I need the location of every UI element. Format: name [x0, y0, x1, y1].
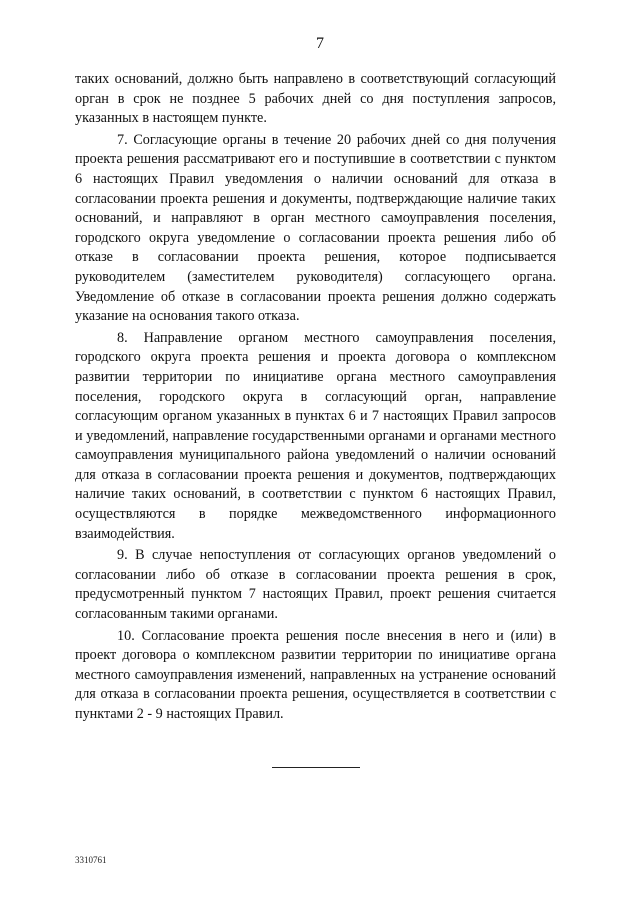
end-divider	[272, 767, 360, 768]
document-body	[75, 70, 556, 725]
paragraph-item-9: 9. В случае непоступления от согласующих органов уведомлений о согласовании либо об отказе в согласовании проекта решения в срок, предусмотренный пунктом 7 настоящих Правил, проект решения считается согласованным такими органами.	[75, 547, 556, 623]
paragraph-continuation: таких оснований, должно быть направлено в соответствующий согласующий орган в срок не позднее 5 рабочих дней со дня поступления запросов, указанных в настоящем пункте.	[75, 71, 556, 127]
paragraph-item-8: 8. Направление органом местного самоуправления поселения, городского округа проекта решения и проекта договора о комплексном развитии территории по инициативе органа местного самоуправления поселения, городского округа в согласующий орган, направление согласующим органом указанных в пунктах 6 и 7 настоящих Правил запросов и уведомлений, направление государственными органами и органами местного самоуправления муниципального района уведомлений о наличии оснований для отказа в согласовании проекта решения и документов, подтверждающих наличие таких оснований, в соответствии с пунктом 6 настоящих Правил, осуществляются в порядке межведомственного информационного взаимодействия.	[75, 329, 556, 542]
paragraph-item-10: 10. Согласование проекта решения после внесения в него и (или) в проект договора о комплексном развитии территории по инициативе органа местного самоуправления изменений, направленных на устранение оснований для отказа в согласовании проекта решения, осуществляется в соответствии с пунктами 2 - 9 настоящих Правил.	[75, 627, 556, 722]
page-number: 7	[316, 35, 324, 52]
paragraph-item-7: 7. Согласующие органы в течение 20 рабочих дней со дня получения проекта решения рассматривают его и поступившие в соответствии с пунктом 6 настоящих Правил уведомления о наличии оснований для отказа в согласовании проекта решения и документы, подтверждающие наличие таких оснований, и направляют в орган местного самоуправления поселения, городского округа уведомление о согласовании проекта решения либо об отказе в согласовании проекта решения, которое подписывается руководителем (заместителем руководителя) согласующего органа. Уведомление об отказе в согласовании проекта решения должно содержать указание на основания такого отказа.	[75, 131, 556, 325]
document-code: 3310761	[75, 855, 107, 865]
